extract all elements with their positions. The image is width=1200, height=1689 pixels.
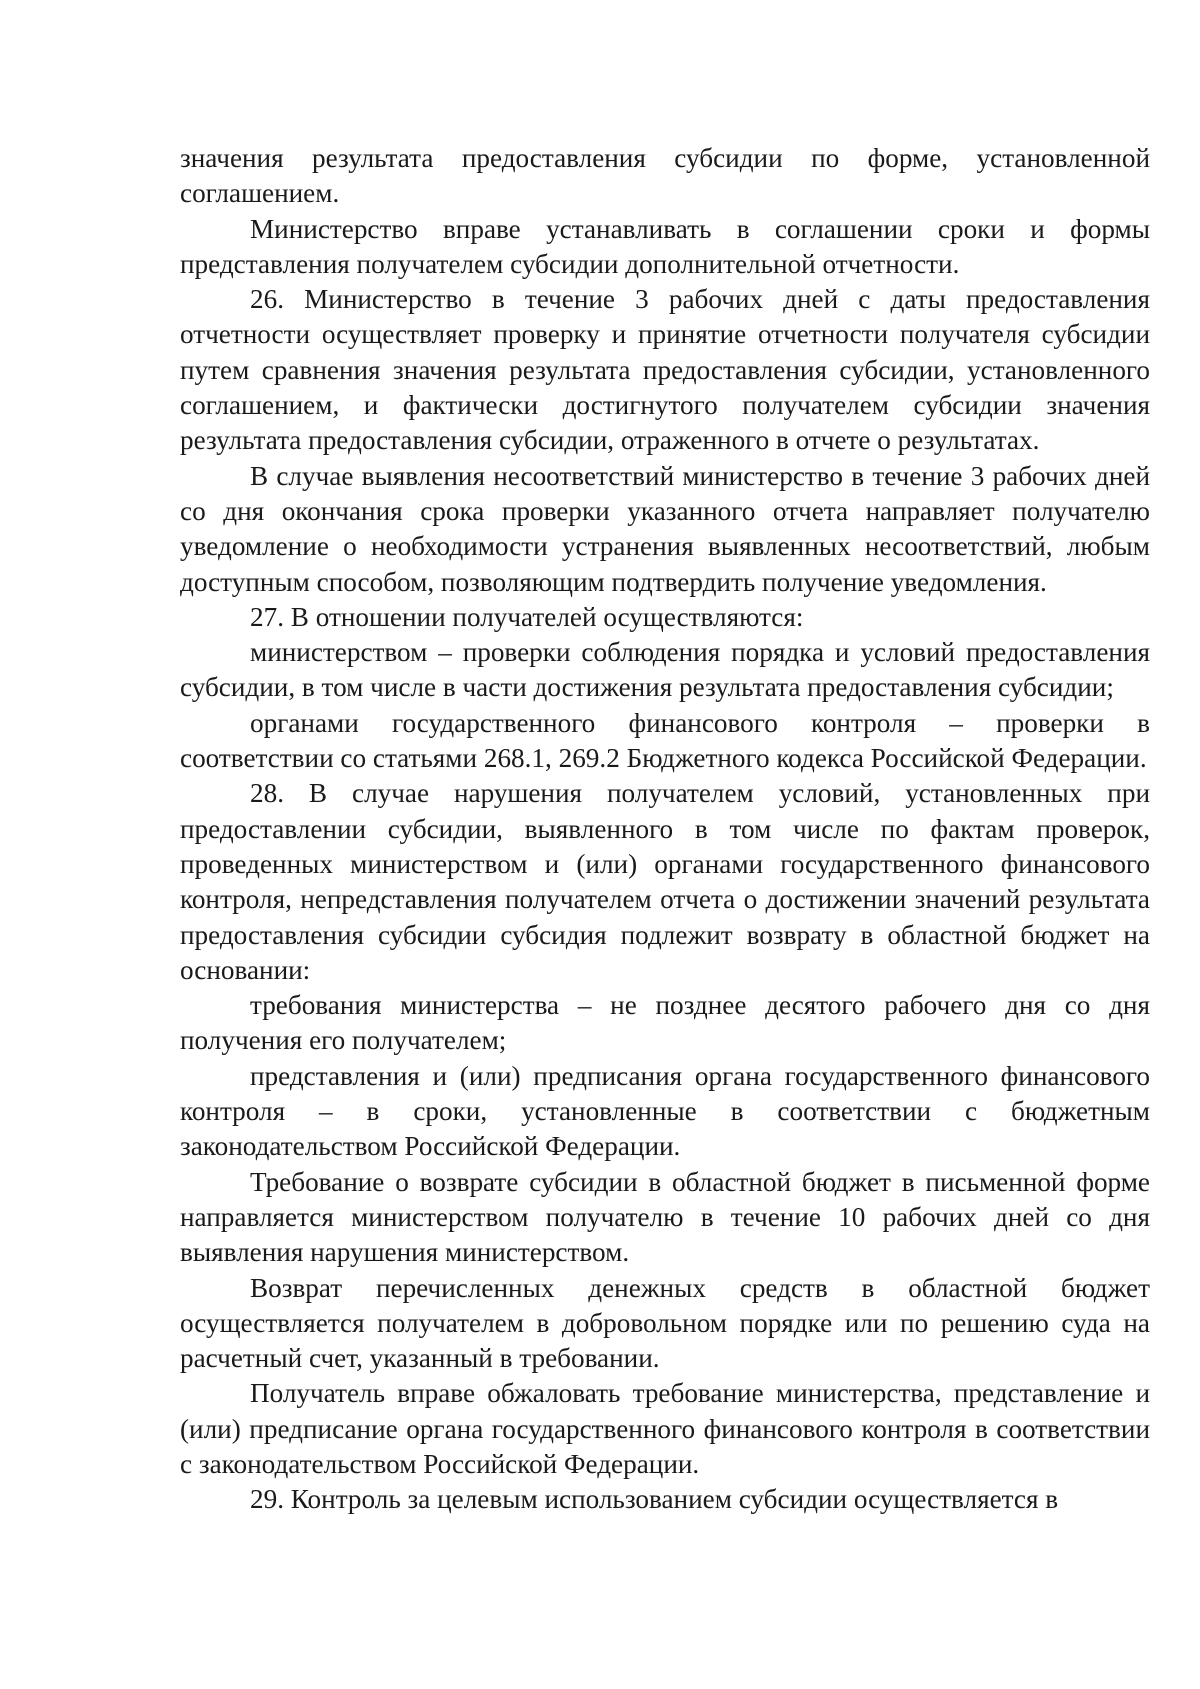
paragraph-clause-27: 27. В отношении получателей осуществляются: [250,601,804,632]
paragraph-ministry-requirement: требования министерства – не позднее десятого рабочего дня со дня получения его получателем; [180,990,1150,1056]
paragraph-continuation: значения результата предоставления субсидии по форме, установленной соглашением. [180,143,1150,209]
paragraph-clause-26: 26. Министерство в течение 3 рабочих дней с даты предоставления отчетности осуществляет проверку и принятие отчетности получателя субсидии путем сравнения значения результата предоставления субсидии, установленного соглашением, и фактически достигнутого получателем субсидии значения результата предоставления субсидии, отраженного в отчете о результатах. [180,284,1150,456]
paragraph-appeal-right: Получатель вправе обжаловать требование министерства, представление и (или) предписание органа государственного финансового контроля в соответствии с законодательством Российской Федерации. [180,1378,1150,1479]
paragraph-funds-return: Возврат перечисленных денежных средств в областной бюджет осуществляется получателем в добровольном порядке или по решению суда на расчетный счет, указанный в требовании. [180,1272,1150,1374]
paragraph-ministry-checks: министерством – проверки соблюдения порядка и условий предоставления субсидии, в том числе в части достижения результата предоставления субсидии; [180,637,1150,703]
paragraph-control-order: представления и (или) предписания органа государственного финансового контроля – в сроки, установленные в соответствии с бюджетным законодательством Российской Федерации. [180,1060,1150,1162]
paragraph-discrepancies: В случае выявления несоответствий министерство в течение 3 рабочих дней со дня окончания срока проверки указанного отчета направляет получателю уведомление о необходимости устранения выявленных несоответствий, любым доступным способом, позволяющим подтвердить получение уведомления. [180,460,1150,597]
paragraph-additional-reporting: Министерство вправе устанавливать в соглашении сроки и формы представления получателем субсидии дополнительной отчетности. [180,213,1150,279]
paragraph-clause-29: 29. Контроль за целевым использованием субсидии осуществляется в [250,1484,1059,1515]
document-body [180,141,1150,1518]
paragraph-return-requirement: Требование о возврате субсидии в областной бюджет в письменной форме направляется министерством получателю в течение 10 рабочих дней со дня выявления нарушения министерством. [180,1166,1150,1268]
paragraph-clause-28: 28. В случае нарушения получателем условий, установленных при предоставлении субсидии, выявленного в том числе по фактам проверок, проведенных министерством и (или) органами государственного финансового контроля, непредставления получателем отчета о достижении значений результата предоставления субсидии субсидия подлежит возврату в областной бюджет на основании: [180,778,1150,985]
paragraph-financial-control-checks: органами государственного финансового контроля – проверки в соответствии со статьями 268.1, 269.2 Бюджетного кодекса Российской Федерации. [180,707,1150,774]
